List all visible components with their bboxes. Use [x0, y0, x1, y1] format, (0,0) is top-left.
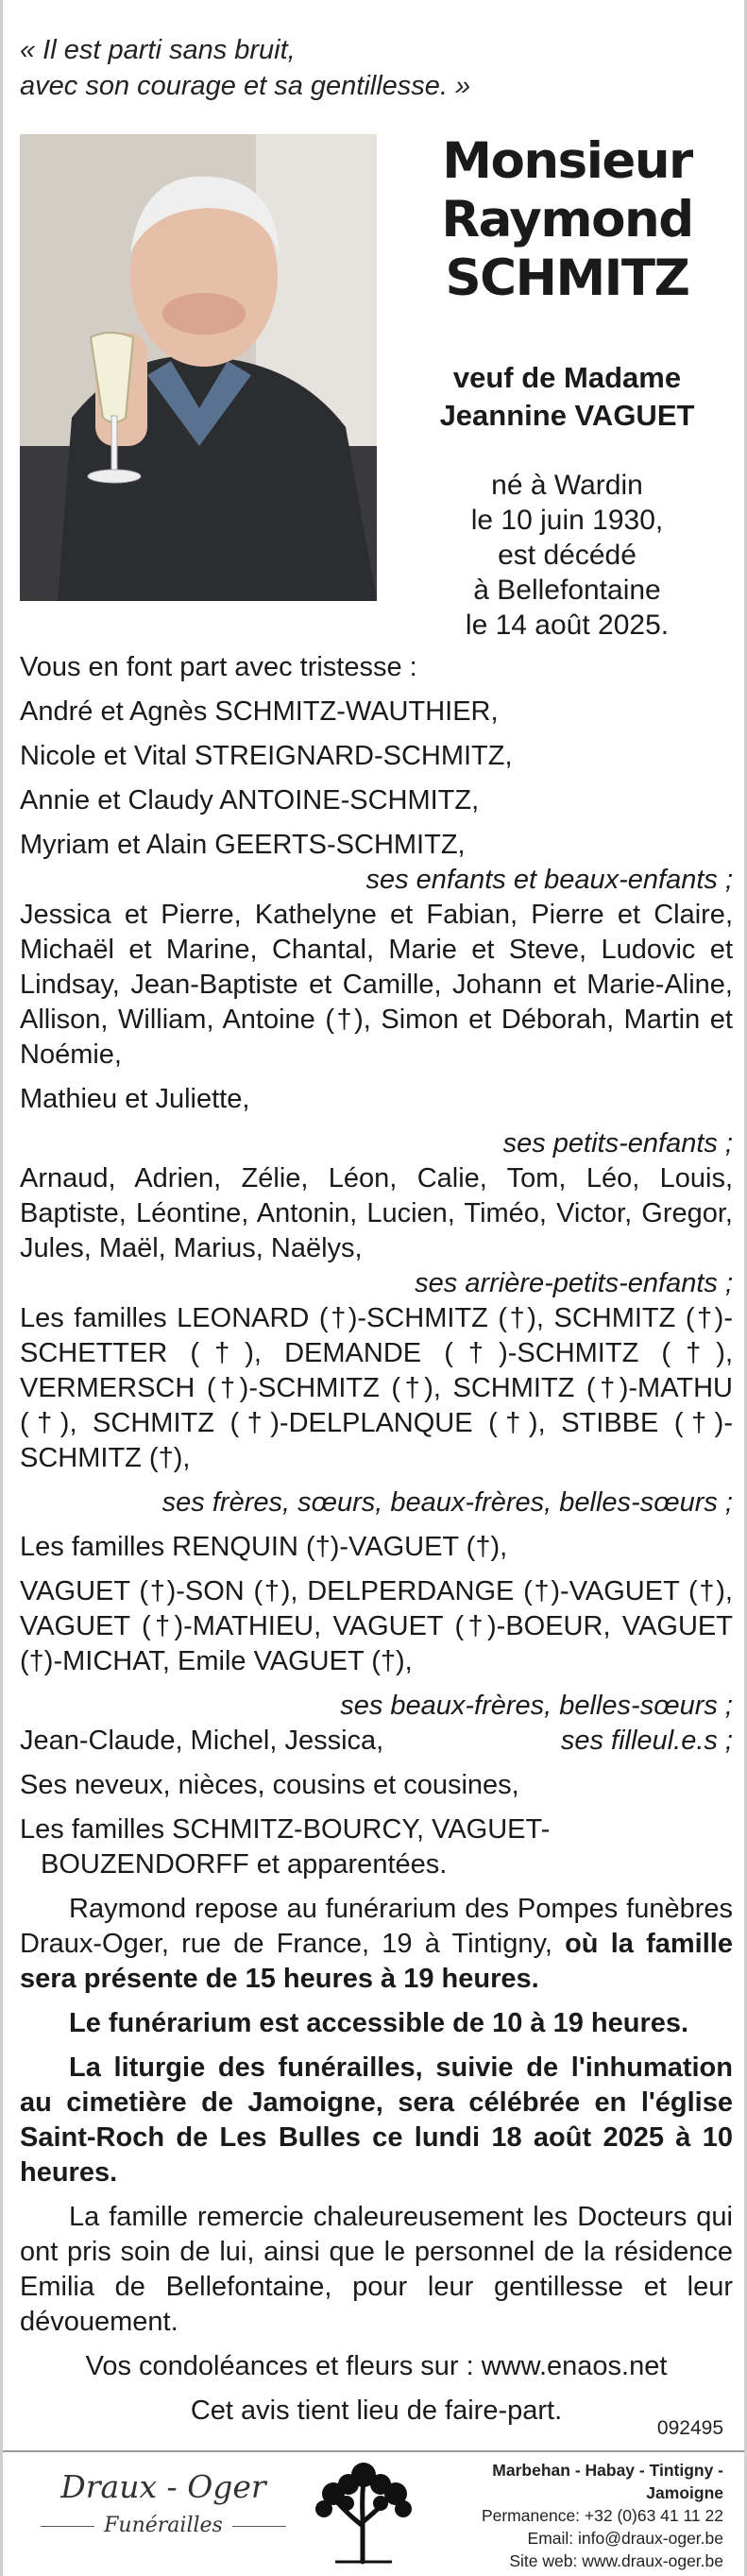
birth-line-4: à Bellefontaine: [473, 575, 661, 606]
last-name: SCHMITZ: [445, 249, 689, 307]
branch-towns: Marbehan - Habay - Tintigny - Jamoigne: [492, 2461, 723, 2502]
funerarium-info: [20, 1892, 733, 1997]
nephews-line: Ses neveux, nièces, cousins et cousines,: [20, 1770, 519, 1800]
veuf-line-1: veuf de Madame: [452, 361, 682, 394]
child-line: Myriam et Alain GEERTS-SCHMITZ,: [20, 830, 466, 860]
logo-rule-left: [41, 2526, 94, 2527]
portrait-photo: [20, 134, 377, 601]
widower-of: [399, 359, 735, 435]
announcement-body: [20, 650, 733, 2429]
civility: Monsieur: [442, 132, 692, 190]
epitaph-quote: [20, 32, 681, 104]
contact-block: [412, 2459, 723, 2572]
grandchildren-label: ses petits-enfants ;: [502, 1128, 733, 1159]
children-label: ses enfants et beaux-enfants ;: [365, 865, 733, 895]
great-grandchildren-label: ses arrière-petits-enfants ;: [415, 1268, 733, 1298]
inlaws-label: ses beaux-frères, belles-sœurs ;: [340, 1691, 733, 1721]
liturgy-info: La liturgie des funérailles, suivie de l'inhumation au cimetière de Jamoigne, sera célébrée en l'église Saint-Roch de Les Bulles ce lundi 18 août 2025 à 10 heures.: [20, 2052, 733, 2188]
first-name: Raymond: [441, 191, 693, 249]
quote-line-1: « Il est parti sans bruit,: [20, 35, 296, 65]
quote-line-2: avec son courage et sa gentillesse. »: [20, 71, 471, 101]
intro-line: Vous en font part avec tristesse :: [20, 652, 417, 682]
funerarium-text: Raymond repose au funérarium des Pompes funèbres Draux-Oger, rue de France, 19 à Tintigny,: [20, 1894, 733, 1959]
tree-icon: [307, 2460, 418, 2566]
godchildren-row: [20, 1724, 733, 1759]
siblings-list: Les familles LEONARD (†)-SCHMITZ (†), SCHMITZ (†)-SCHETTER (†), DEMANDE (†)-SCHMITZ (†), VERMERSCH (†)-SCHMITZ (†), SCHMITZ (†)-MATHU (†), SCHMITZ (†)-DELPLANQUE (†), STIBBE (†)-SCHMITZ (†),: [20, 1303, 733, 1473]
brand-name: Draux - Oger: [60, 2468, 266, 2505]
birth-line-3: est décédé: [498, 540, 637, 571]
thanks-text: La famille remercie chaleureusement les Docteurs qui ont pris soin de lui, ainsi que le personnel de la résidence Emilia de Bellefontaine, pour leur gentillesse et leur dévouement.: [20, 2202, 733, 2337]
footer-divider: [3, 2450, 744, 2452]
email-line[interactable]: Email: info@draux-oger.be: [527, 2529, 723, 2548]
child-line: Annie et Claudy ANTOINE-SCHMITZ,: [20, 785, 480, 816]
brand-subtitle-row: [31, 2512, 296, 2540]
funerarium-access: Le funérarium est accessible de 10 à 19 heures.: [69, 2008, 689, 2038]
birth-line-2: le 10 juin 1930,: [470, 505, 664, 536]
child-line: André et Agnès SCHMITZ-WAUTHIER,: [20, 696, 499, 727]
siblings-label: ses frères, sœurs, beaux-frères, belles-sœurs ;: [161, 1487, 733, 1518]
funeral-home-logo: [31, 2466, 296, 2540]
great-grandchildren-list: Arnaud, Adrien, Zélie, Léon, Calie, Tom, Léo, Louis, Baptiste, Léontine, Antonin, Lucien, Timéo, Victor, Gregor, Jules, Maël, Marius, Naëlys,: [20, 1163, 733, 1263]
deceased-name: [399, 132, 735, 308]
godchildren-label: ses filleul.e.s ;: [560, 1726, 733, 1756]
reference-number: 092495: [656, 2417, 723, 2439]
brand-subtitle: Funérailles: [104, 2514, 223, 2537]
godchildren-list: Jean-Claude, Michel, Jessica,: [20, 1726, 384, 1756]
families-line: Les familles SCHMITZ-BOURCY, VAGUET-BOUZENDORFF et apparentées.: [20, 1814, 551, 1880]
birth-line-1: né à Wardin: [491, 470, 643, 501]
notice-line: Cet avis tient lieu de faire-part.: [190, 2396, 563, 2426]
grandchildren-last: Mathieu et Juliette,: [20, 1084, 250, 1114]
condolences-line: Vos condoléances et fleurs sur : www.enaos.net: [85, 2351, 668, 2381]
logo-rule-right: [232, 2526, 286, 2527]
website-line[interactable]: Site web: www.draux-oger.be: [509, 2551, 723, 2570]
veuf-line-2: Jeannine VAGUET: [439, 399, 695, 432]
inlaws-list: VAGUET (†)-SON (†), DELPERDANGE (†)-VAGUET (†), VAGUET (†)-MATHIEU, VAGUET (†)-BOEUR, VAGUET (†)-MICHAT, Emile VAGUET (†),: [20, 1576, 733, 1676]
birth-death-info: [399, 468, 735, 643]
grandchildren-list: Jessica et Pierre, Kathelyne et Fabian, Pierre et Claire, Michaël et Marine, Chantal, Marie et Steve, Ludovic et Lindsay, Jean-Baptiste et Camille, Johann et Marie-Aline, Allison, William, Antoine (†), Simon et Déborah, Martin et Noémie,: [20, 900, 733, 1070]
phone-line: Permanence: +32 (0)63 41 11 22: [481, 2506, 723, 2525]
child-line: Nicole et Vital STREIGNARD-SCHMITZ,: [20, 741, 513, 771]
birth-line-5: le 14 août 2025.: [465, 610, 670, 641]
family-presence: où la famille sera présente de 15 heures à 19 heures.: [20, 1929, 733, 1994]
inlaws-first-line: Les familles RENQUIN (†)-VAGUET (†),: [20, 1532, 508, 1562]
